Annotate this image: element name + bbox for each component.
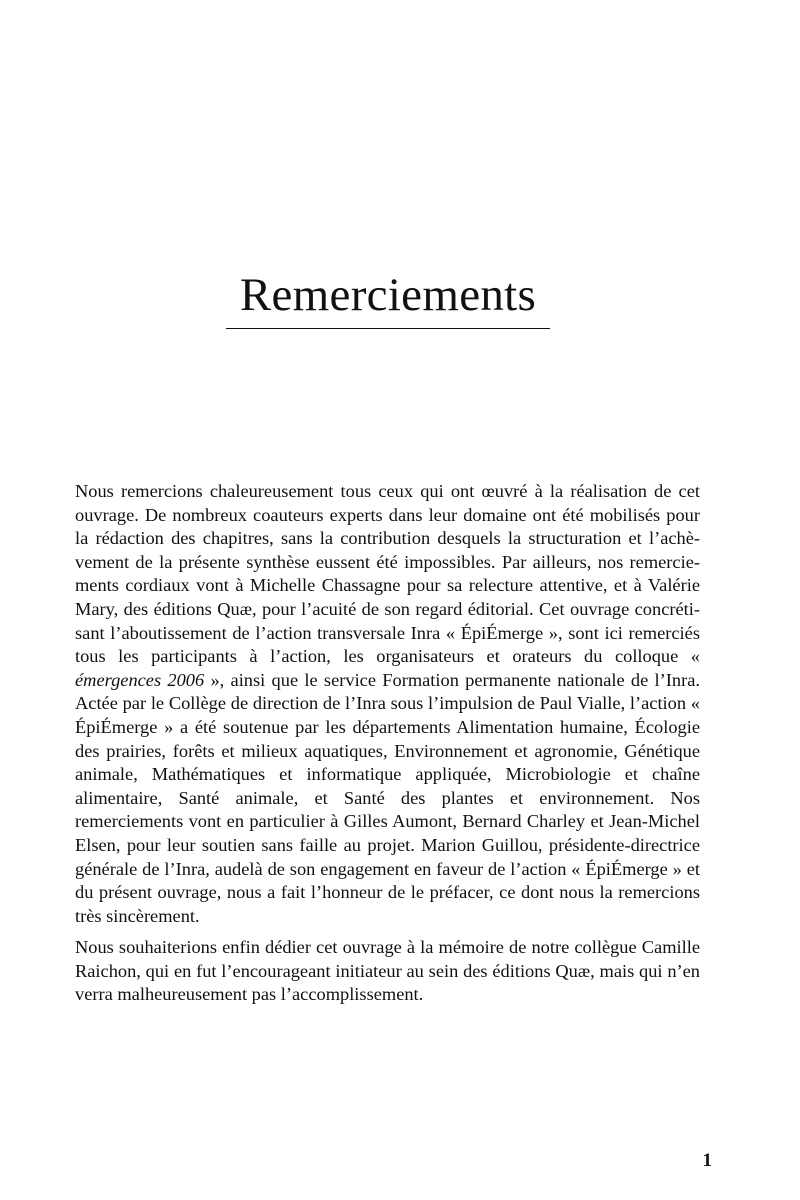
title-underline-rule (226, 328, 550, 329)
paragraph-1 (75, 480, 700, 928)
paragraph-1-text-end: », ainsi que le service Formation permanente nationale de l’Inra. Actée par le Collège de direction de l’Inra sous l’impulsion de Paul Vialle, l’action « ÉpiÉmerge » a été soutenue par les départements Alimentation humaine, Écologie des prairies, forêts et milieux aquatiques, Environnement et agronomie, Génétique animale, Mathématiques et informatique appliquée, Microbiologie et chaîne alimentaire, Santé animale, et Santé des plantes et environnement. Nos remerciements vont en particulier à Gilles Aumont, Bernard Charley et Jean-Michel Elsen, pour leur soutien sans faille au projet. Marion Guillou, présidente-directrice générale de l’Inra, audelà de son engagement en faveur de l’action « ÉpiÉmerge » et du présent ouvrage, nous a fait l’honneur de le préfacer, ce dont nous la remercions très sincèrement. (75, 669, 700, 926)
paragraph-1-text-start: Nous remercions chaleureusement tous ceux qui ont œuvré à la réalisation de cet ouvrage. De nombreux coauteurs experts dans leur domaine ont été mobilisés pour la rédaction des chapitres, sans la contribution desquels la structuration et l’achèvement de la présente synthèse eussent été impossibles. Par ailleurs, nos remerciements cordiaux vont à Michelle Chassagne pour sa relecture attentive, et à Valérie Mary, des éditions Quæ, pour l’acuité de son regard éditorial. Cet ouvrage concrétisant l’aboutissement de l’action transversale Inra « ÉpiÉmerge », sont ici remerciés tous les participants à l’action, les organisateurs et orateurs du colloque « (75, 481, 700, 667)
acknowledgements-body (75, 480, 700, 1015)
paragraph-2: Nous souhaiterions enfin dédier cet ouvrage à la mémoire de notre collègue Camille Raichon, qui en fut l’encourageant initiateur au sein des éditions Quæ, mais qui n’en verra malheureusement pas l’accomplissement. (75, 937, 700, 1005)
paragraph-1-italic-colloquium-name: émergences 2006 (75, 669, 205, 690)
page-number: 1 (702, 1150, 712, 1171)
chapter-title: Remerciements (239, 269, 537, 321)
